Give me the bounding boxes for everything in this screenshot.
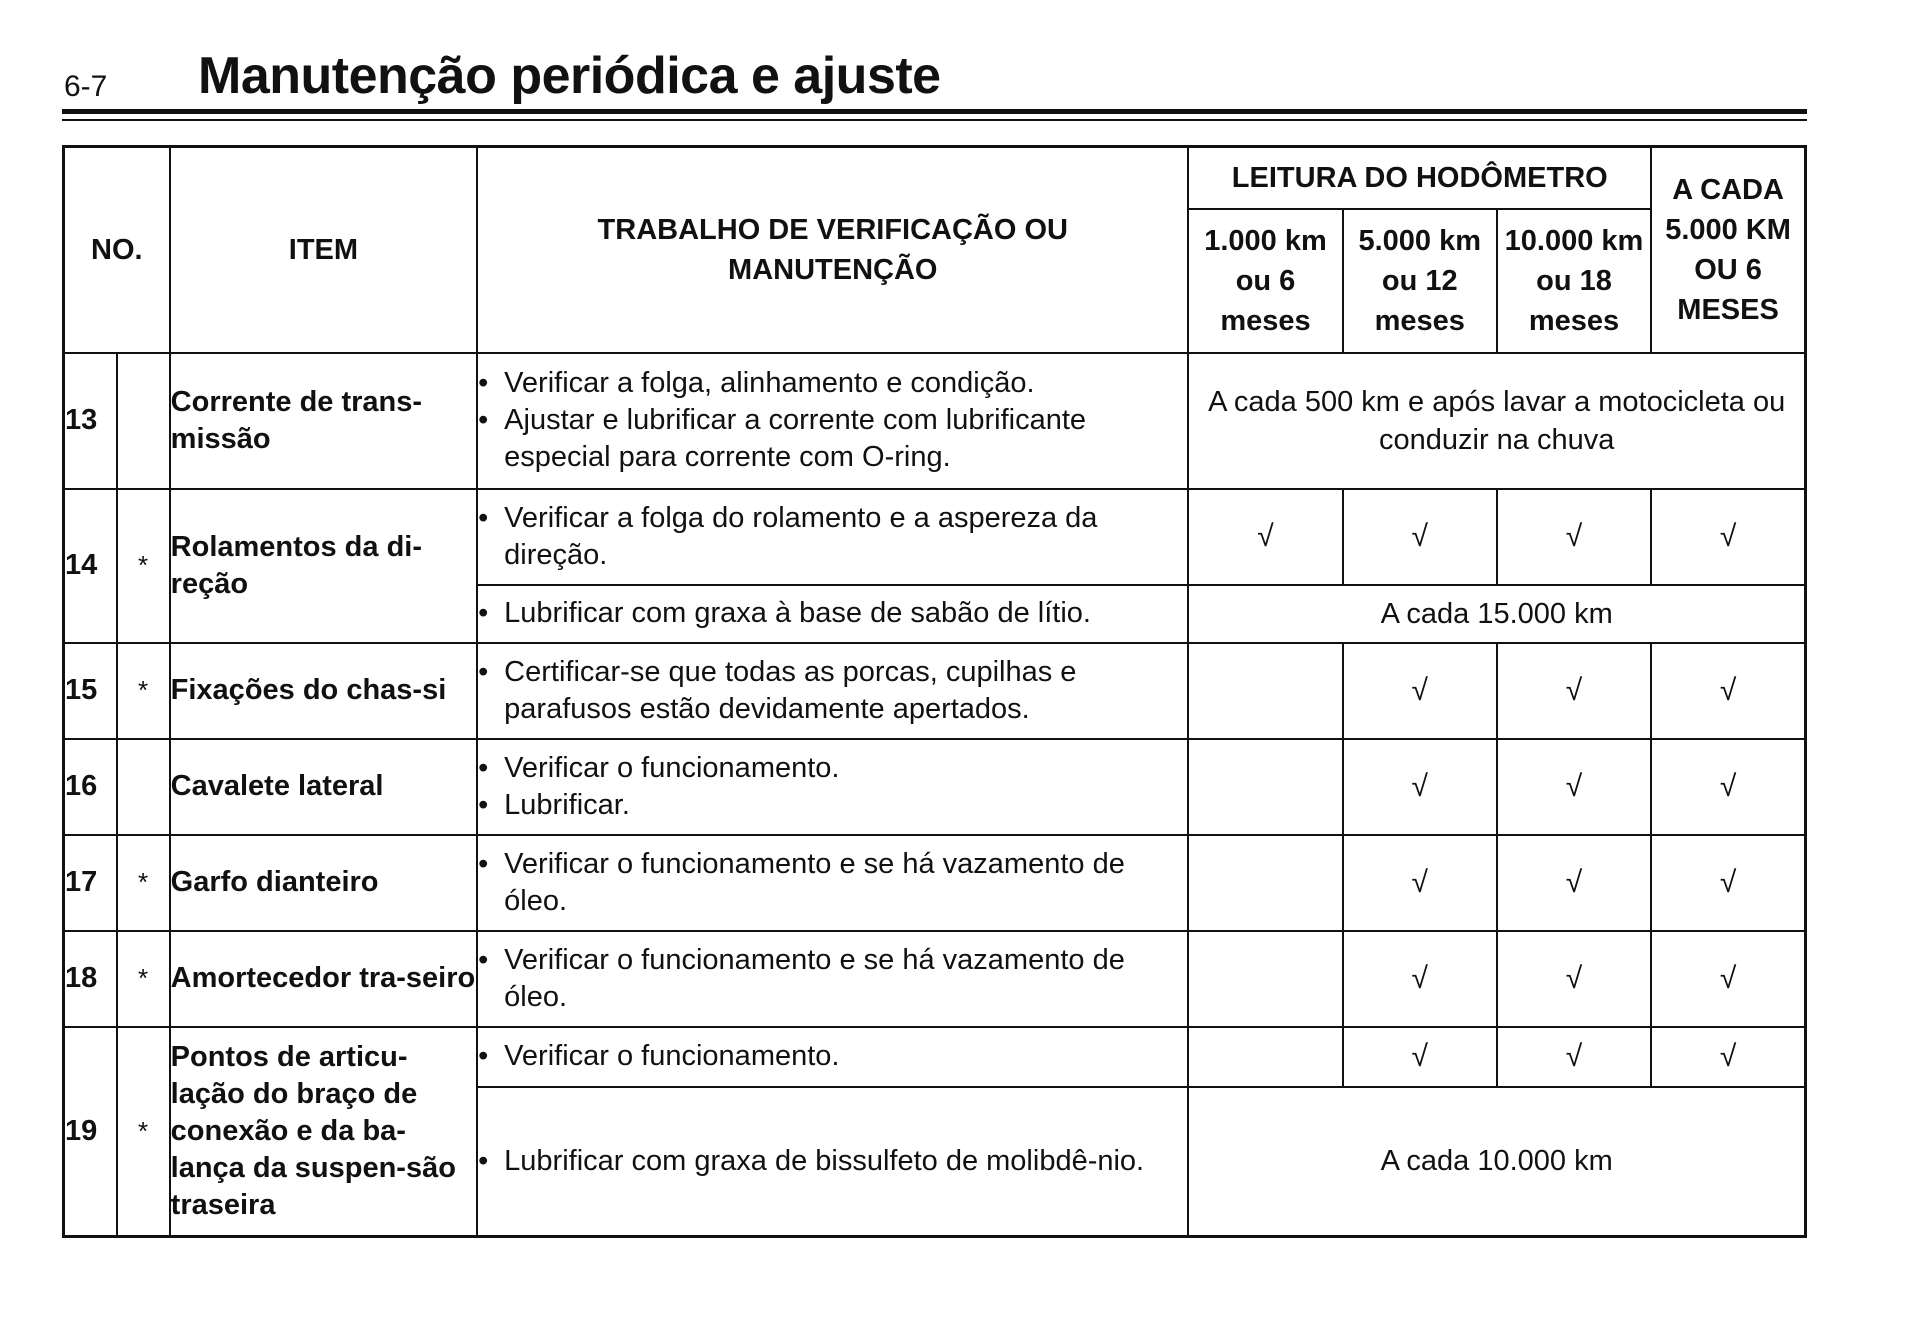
task-line: • Verificar a folga do rolamento e a aspereza da direção. xyxy=(478,500,1187,574)
task-cell xyxy=(477,643,1188,739)
check-mark-icon: √ xyxy=(1565,1039,1583,1073)
header-odometer: LEITURA DO HODÔMETRO xyxy=(1188,147,1651,209)
check-5000km xyxy=(1343,931,1497,1027)
maintenance-table xyxy=(62,145,1807,1238)
row-number: 13 xyxy=(64,353,117,489)
check-mark-icon: √ xyxy=(1565,865,1583,899)
dealer-mark xyxy=(117,353,170,489)
header-every xyxy=(1651,147,1805,353)
table-row xyxy=(64,1027,1806,1087)
table-row xyxy=(64,353,1806,489)
table-row xyxy=(64,931,1806,1027)
task-cell xyxy=(477,739,1188,835)
check-every-5000km xyxy=(1651,1027,1805,1087)
check-10000km xyxy=(1497,643,1651,739)
task-cell xyxy=(477,1087,1188,1237)
row-number: 14 xyxy=(64,489,117,643)
check-1000km xyxy=(1188,739,1342,835)
check-5000km xyxy=(1343,1027,1497,1087)
task-line: • Lubrificar com graxa de bissulfeto de molibdê-nio. xyxy=(478,1143,1187,1180)
check-1000km xyxy=(1188,835,1342,931)
task-line: • Verificar a folga, alinhamento e condição. xyxy=(478,365,1187,402)
item-name: Corrente de trans-missão xyxy=(170,353,478,489)
task-line: • Lubrificar. xyxy=(478,787,1187,824)
check-10000km xyxy=(1497,1027,1651,1087)
check-mark-icon: √ xyxy=(1411,1039,1428,1073)
item-name: Cavalete lateral xyxy=(170,739,478,835)
check-mark-icon: √ xyxy=(1411,673,1428,707)
task-line: • Lubrificar com graxa à base de sabão de lítio. xyxy=(478,595,1187,632)
table-row xyxy=(64,489,1806,585)
header-work xyxy=(477,147,1188,353)
task-cell xyxy=(477,489,1188,585)
check-mark-icon: √ xyxy=(1719,673,1737,707)
task-cell xyxy=(477,835,1188,931)
dealer-mark: * xyxy=(117,931,170,1027)
task-cell xyxy=(477,353,1188,489)
check-mark-icon: √ xyxy=(1719,769,1737,803)
check-mark-icon: √ xyxy=(1565,519,1583,553)
check-1000km xyxy=(1188,489,1342,585)
check-5000km xyxy=(1343,489,1497,585)
page-title: Manutenção periódica e ajuste xyxy=(198,47,941,105)
check-mark-icon: √ xyxy=(1411,961,1428,995)
check-1000km xyxy=(1188,643,1342,739)
dealer-mark: * xyxy=(117,643,170,739)
task-line: • Verificar o funcionamento e se há vazamento de óleo. xyxy=(478,846,1187,920)
item-name: Garfo dianteiro xyxy=(170,835,478,931)
check-mark-icon: √ xyxy=(1411,519,1428,553)
check-mark-icon: √ xyxy=(1411,865,1428,899)
check-mark-icon: √ xyxy=(1257,519,1274,553)
check-every-5000km xyxy=(1651,489,1805,585)
row-number: 18 xyxy=(64,931,117,1027)
task-cell xyxy=(477,1027,1188,1087)
check-every-5000km xyxy=(1651,931,1805,1027)
row-number: 16 xyxy=(64,739,117,835)
check-1000km xyxy=(1188,1027,1342,1087)
check-5000km xyxy=(1343,643,1497,739)
check-10000km xyxy=(1497,489,1651,585)
header-10000km xyxy=(1497,209,1651,353)
header-rule-thin xyxy=(62,119,1807,121)
check-5000km xyxy=(1343,739,1497,835)
check-every-5000km xyxy=(1651,739,1805,835)
table-header xyxy=(64,147,1806,353)
header-no: NO. xyxy=(64,147,170,353)
header-every-label: A CADA 5.000 KM OU 6 MESES xyxy=(1665,173,1791,326)
dealer-mark xyxy=(117,739,170,835)
row-number: 15 xyxy=(64,643,117,739)
header-1000km xyxy=(1188,209,1342,353)
page-header xyxy=(62,40,1807,120)
check-mark-icon: √ xyxy=(1719,865,1737,899)
task-cell xyxy=(477,931,1188,1027)
check-mark-icon: √ xyxy=(1719,1039,1737,1073)
header-work-label: TRABALHO DE VERIFICAÇÃO OU MANUTENÇÃO xyxy=(597,213,1068,286)
dealer-mark: * xyxy=(117,835,170,931)
table-body xyxy=(64,353,1806,1237)
row-number: 19 xyxy=(64,1027,117,1237)
task-line: • Verificar o funcionamento. xyxy=(478,750,1187,787)
task-line: • Ajustar e lubrificar a corrente com lubrificante especial para corrente com O-ring. xyxy=(478,402,1187,476)
check-10000km xyxy=(1497,931,1651,1027)
task-cell xyxy=(477,585,1188,643)
header-10000km-label: 10.000 km ou 18 meses xyxy=(1504,224,1644,337)
check-1000km xyxy=(1188,931,1342,1027)
header-5000km xyxy=(1343,209,1497,353)
task-line: • Certificar-se que todas as porcas, cupilhas e parafusos estão devidamente apertados. xyxy=(478,654,1187,728)
check-mark-icon: √ xyxy=(1565,769,1583,803)
page-number: 6-7 xyxy=(64,70,108,103)
check-10000km xyxy=(1497,835,1651,931)
dealer-mark: * xyxy=(117,489,170,643)
task-line: • Verificar o funcionamento e se há vazamento de óleo. xyxy=(478,942,1187,1016)
header-rule-thick xyxy=(62,109,1807,114)
table-row xyxy=(64,835,1806,931)
schedule-text: A cada 15.000 km xyxy=(1188,585,1805,643)
check-5000km xyxy=(1343,835,1497,931)
dealer-mark: * xyxy=(117,1027,170,1237)
schedule-text: A cada 10.000 km xyxy=(1188,1087,1805,1237)
schedule-text: A cada 500 km e após lavar a motocicleta ou conduzir na chuva xyxy=(1188,353,1805,489)
header-5000km-label: 5.000 km ou 12 meses xyxy=(1358,224,1482,337)
table-row xyxy=(64,643,1806,739)
check-mark-icon: √ xyxy=(1719,519,1737,553)
row-number: 17 xyxy=(64,835,117,931)
task-line: • Verificar o funcionamento. xyxy=(478,1038,1187,1075)
check-10000km xyxy=(1497,739,1651,835)
header-1000km-label: 1.000 km ou 6 meses xyxy=(1204,224,1327,337)
check-every-5000km xyxy=(1651,643,1805,739)
item-name: Rolamentos da di-reção xyxy=(170,489,478,643)
check-mark-icon: √ xyxy=(1565,961,1583,995)
item-name: Amortecedor tra-seiro xyxy=(170,931,478,1027)
check-every-5000km xyxy=(1651,835,1805,931)
item-name: Fixações do chas-si xyxy=(170,643,478,739)
table-row xyxy=(64,739,1806,835)
check-mark-icon: √ xyxy=(1411,769,1428,803)
check-mark-icon: √ xyxy=(1719,961,1737,995)
header-item: ITEM xyxy=(170,147,478,353)
item-name: Pontos de articu-lação do braço de conexão e da ba-lança da suspen-são traseira xyxy=(170,1027,478,1237)
check-mark-icon: √ xyxy=(1565,673,1583,707)
